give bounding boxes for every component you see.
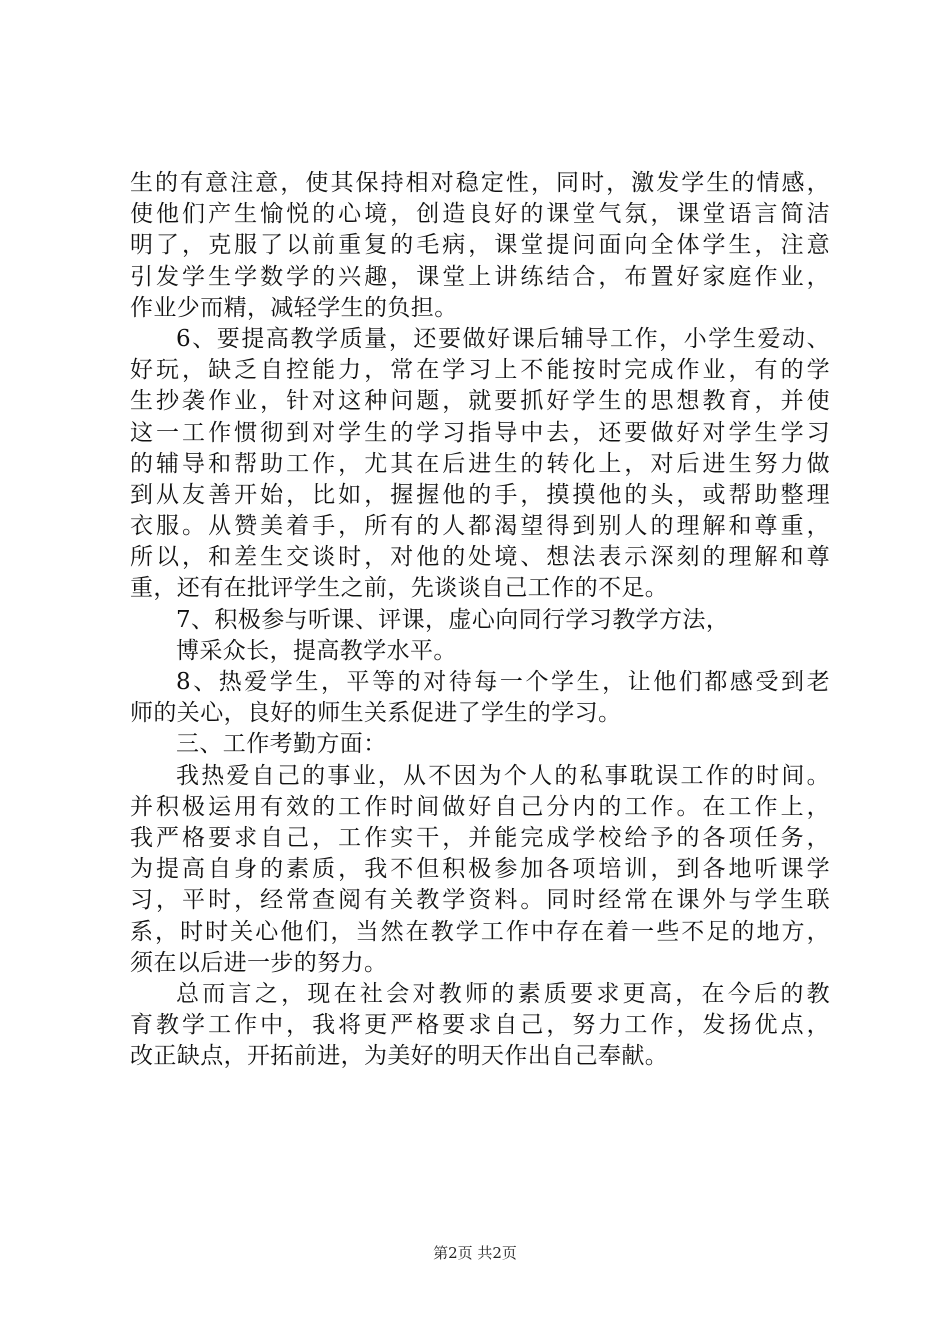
text-line: 好玩，缺乏自控能力，常在学习上不能按时完成作业，有的学 [130, 357, 830, 384]
text-line: 衣服。从赞美着手，所有的人都渴望得到别人的理解和尊重， [130, 513, 830, 540]
text-line: 改正缺点，开拓前进，为美好的明天作出自己奉献。 [130, 1043, 669, 1070]
text-line: 引发学生学数学的兴趣，课堂上讲练结合，布置好家庭作业， [130, 263, 830, 290]
text-line: 须在以后进一步的努力。 [130, 949, 388, 976]
text-line: 我严格要求自己，工作实干，并能完成学校给予的各项任务， [130, 824, 830, 851]
text-line: 重，还有在批评学生之前，先谈谈自己工作的不足。 [130, 575, 669, 602]
text-line: 我热爱自己的事业，从不因为个人的私事耽误工作的时间。 [176, 762, 830, 789]
document-body [130, 168, 830, 1072]
text-line: 育教学工作中，我将更严格要求自己，努力工作，发扬优点， [130, 1012, 830, 1039]
text-line: 作业少而精，减轻学生的负担。 [130, 294, 458, 321]
text-line: 并积极运用有效的工作时间做好自己分内的工作。在工作上， [130, 793, 830, 820]
text-line: 到从友善开始，比如，握握他的手，摸摸他的头，或帮助整理 [130, 481, 830, 508]
text-line: 博采众长，提高教学水平。 [176, 637, 457, 664]
text-line: 为提高自身的素质，我不但积极参加各项培训，到各地听课学 [130, 856, 830, 883]
text-line: 所以，和差生交谈时，对他的处境、想法表示深刻的理解和尊 [130, 544, 830, 571]
page-footer: 第2页 共2页 [433, 1244, 517, 1262]
section-heading: 三、工作考勤方面： [176, 731, 387, 758]
text-line: 的辅导和帮助工作，尤其在后进生的转化上，对后进生努力做 [130, 450, 830, 477]
text-line: 生抄袭作业，针对这种问题，就要抓好学生的思想教育，并使 [130, 388, 830, 415]
text-line: 习，平时，经常查阅有关教学资料。同时经常在课外与学生联 [130, 887, 830, 914]
text-line: 系，时时关心他们，当然在教学工作中存在着一些不足的地方， [130, 918, 830, 945]
text-line: 6、要提高教学质量，还要做好课后辅导工作，小学生爱动、 [176, 325, 830, 352]
text-line: 师的关心，良好的师生关系促进了学生的学习。 [130, 700, 622, 727]
text-line: 7、积极参与听课、评课，虚心向同行学习教学方法， [176, 606, 730, 633]
text-line: 总而言之，现在社会对教师的素质要求更高，在今后的教 [176, 980, 830, 1007]
text-line: 生的有意注意，使其保持相对稳定性，同时，激发学生的情感， [130, 170, 830, 196]
text-line: 这一工作惯彻到对学生的学习指导中去，还要做好对学生学习 [130, 419, 830, 446]
text-line: 使他们产生愉悦的心境，创造良好的课堂气氛，课堂语言简洁 [130, 201, 830, 228]
text-line: 8、热爱学生，平等的对待每一个学生，让他们都感受到老 [176, 669, 830, 695]
text-line: 明了，克服了以前重复的毛病，课堂提问面向全体学生，注意 [130, 232, 830, 259]
